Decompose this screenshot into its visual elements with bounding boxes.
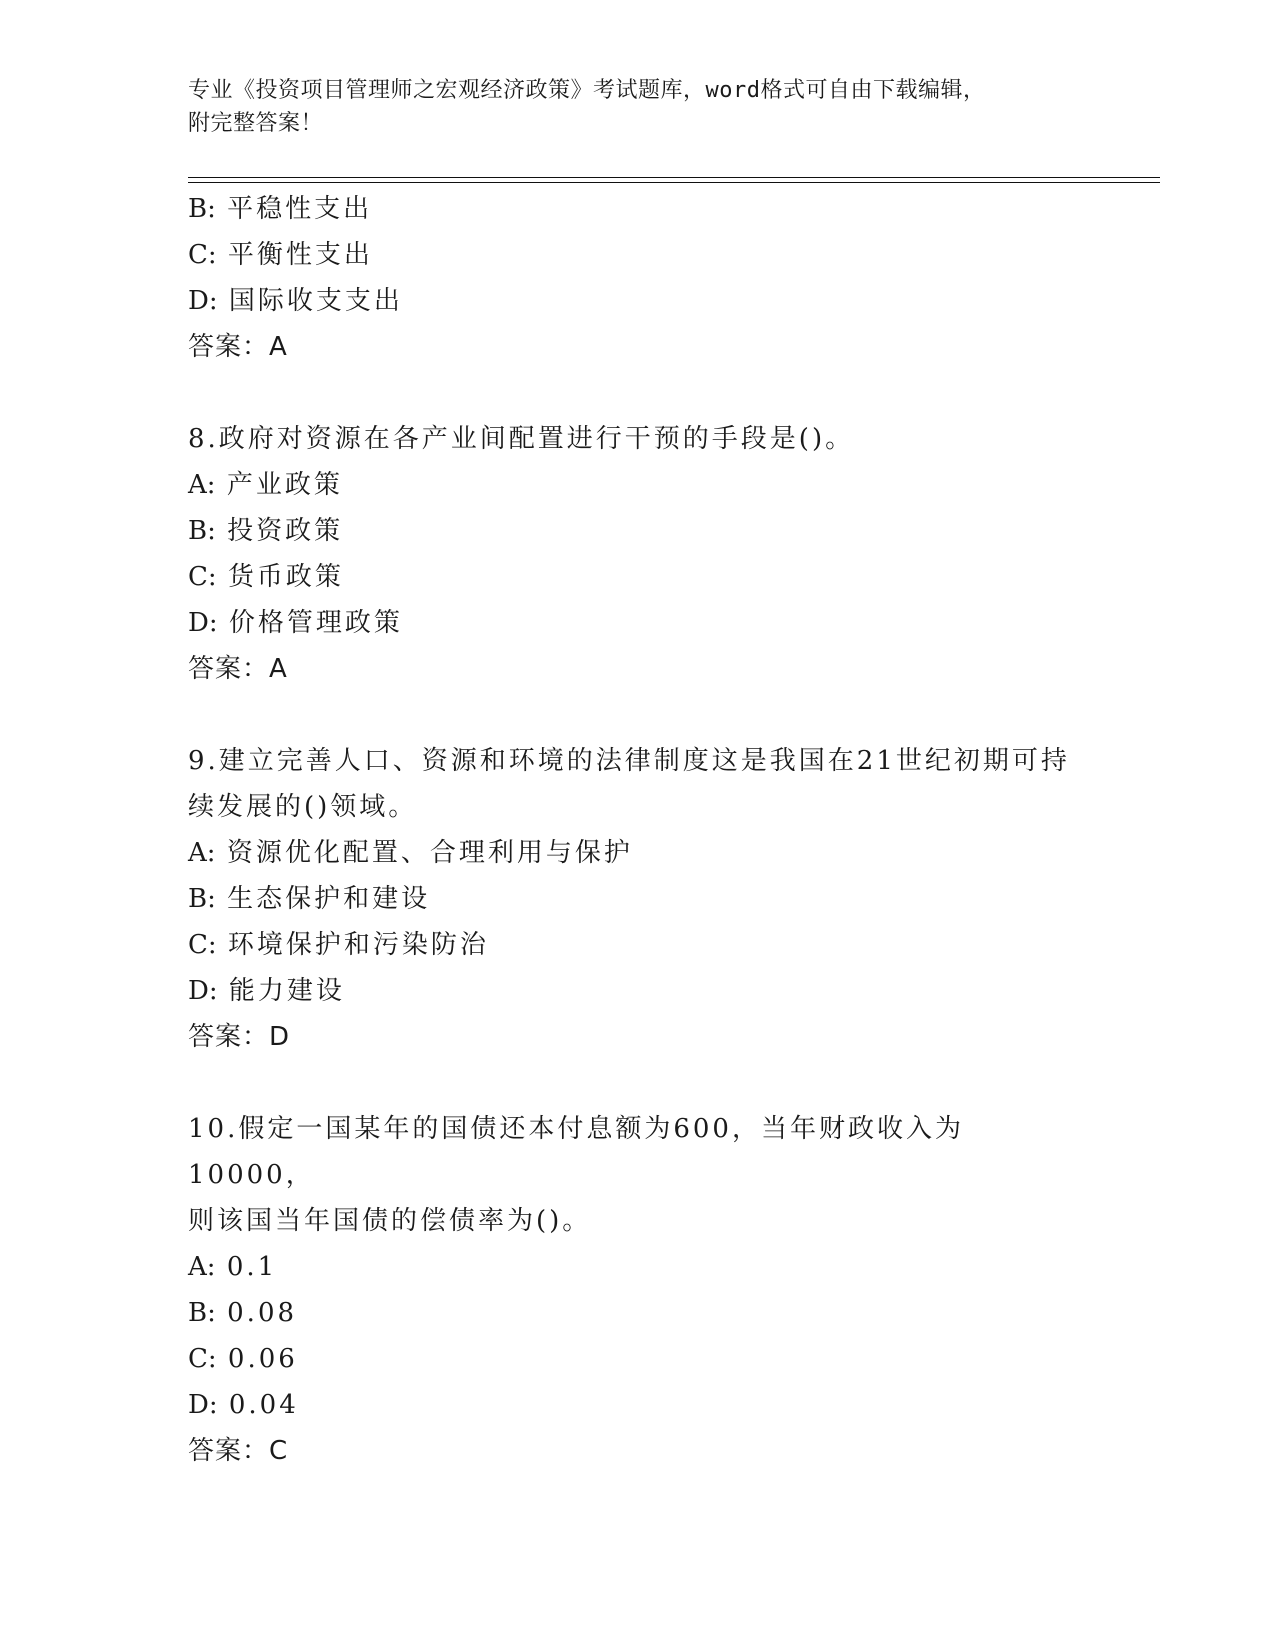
header-divider-bottom bbox=[188, 182, 1160, 183]
option-label: A: bbox=[188, 470, 216, 500]
document-header bbox=[188, 74, 1088, 140]
option-text: 资源优化配置、合理利用与保护 bbox=[226, 838, 633, 868]
option-d bbox=[188, 1382, 1088, 1428]
option-text: 0.06 bbox=[227, 1344, 298, 1374]
spacer bbox=[188, 692, 1088, 738]
option-label: B: bbox=[188, 516, 216, 546]
option-label: A: bbox=[188, 1252, 216, 1282]
option-text: 0.1 bbox=[226, 1252, 278, 1282]
option-a bbox=[188, 830, 1088, 876]
header-line-2: 附完整答案！ bbox=[188, 111, 324, 136]
option-text: 货币政策 bbox=[227, 562, 344, 592]
option-c bbox=[188, 922, 1088, 968]
option-a bbox=[188, 462, 1088, 508]
option-a bbox=[188, 1244, 1088, 1290]
option-text: 平衡性支出 bbox=[227, 240, 373, 270]
answer-line: 答案：D bbox=[188, 1022, 291, 1052]
question-stem bbox=[188, 1106, 1088, 1244]
question-stem-line: 续发展的()领域。 bbox=[188, 792, 418, 822]
option-b bbox=[188, 508, 1088, 554]
option-label: B: bbox=[188, 884, 216, 914]
option-text: 国际收支支出 bbox=[228, 286, 403, 316]
option-label: B: bbox=[188, 194, 216, 224]
spacer bbox=[188, 1060, 1088, 1106]
option-d bbox=[188, 968, 1088, 1014]
option-text: 价格管理政策 bbox=[228, 608, 403, 638]
header-divider-top bbox=[188, 177, 1160, 178]
question-list bbox=[188, 186, 1088, 1474]
option-label: C: bbox=[188, 562, 217, 592]
option-c bbox=[188, 232, 1088, 278]
option-text: 投资政策 bbox=[227, 516, 344, 546]
option-label: D: bbox=[188, 286, 218, 316]
option-label: C: bbox=[188, 240, 217, 270]
option-b bbox=[188, 876, 1088, 922]
question-stem-line: 10.假定一国某年的国债还本付息额为600，当年财政收入为10000， bbox=[188, 1114, 964, 1190]
question-stem bbox=[188, 416, 1088, 462]
option-text: 环境保护和污染防治 bbox=[227, 930, 489, 960]
option-text: 生态保护和建设 bbox=[227, 884, 431, 914]
question-stem-line: 则该国当年国债的偿债率为()。 bbox=[188, 1206, 592, 1236]
spacer bbox=[188, 370, 1088, 416]
question-block-9 bbox=[188, 738, 1088, 1060]
answer-line: 答案：A bbox=[188, 332, 288, 362]
option-b bbox=[188, 1290, 1088, 1336]
option-text: 平稳性支出 bbox=[227, 194, 373, 224]
option-label: B: bbox=[188, 1298, 216, 1328]
header-line-1: 专业《投资项目管理师之宏观经济政策》考试题库，word格式可自由下载编辑， bbox=[188, 78, 986, 103]
question-block-7 bbox=[188, 186, 1088, 370]
option-b bbox=[188, 186, 1088, 232]
option-label: A: bbox=[188, 838, 216, 868]
option-text: 0.08 bbox=[227, 1298, 298, 1328]
option-text: 能力建设 bbox=[228, 976, 345, 1006]
option-c bbox=[188, 554, 1088, 600]
option-text: 0.04 bbox=[228, 1390, 299, 1420]
option-text: 产业政策 bbox=[226, 470, 343, 500]
option-label: C: bbox=[188, 1344, 217, 1374]
option-c bbox=[188, 1336, 1088, 1382]
option-d bbox=[188, 600, 1088, 646]
option-label: C: bbox=[188, 930, 217, 960]
question-stem bbox=[188, 738, 1088, 830]
option-d bbox=[188, 278, 1088, 324]
option-label: D: bbox=[188, 1390, 218, 1420]
answer-line: 答案：A bbox=[188, 654, 288, 684]
option-label: D: bbox=[188, 976, 218, 1006]
option-label: D: bbox=[188, 608, 218, 638]
answer-line: 答案：C bbox=[188, 1436, 289, 1466]
question-stem-line: 9.建立完善人口、资源和环境的法律制度这是我国在21世纪初期可持 bbox=[188, 746, 1070, 776]
question-block-10 bbox=[188, 1106, 1088, 1474]
question-block-8 bbox=[188, 416, 1088, 692]
question-stem-line: 8.政府对资源在各产业间配置进行干预的手段是()。 bbox=[188, 424, 855, 454]
